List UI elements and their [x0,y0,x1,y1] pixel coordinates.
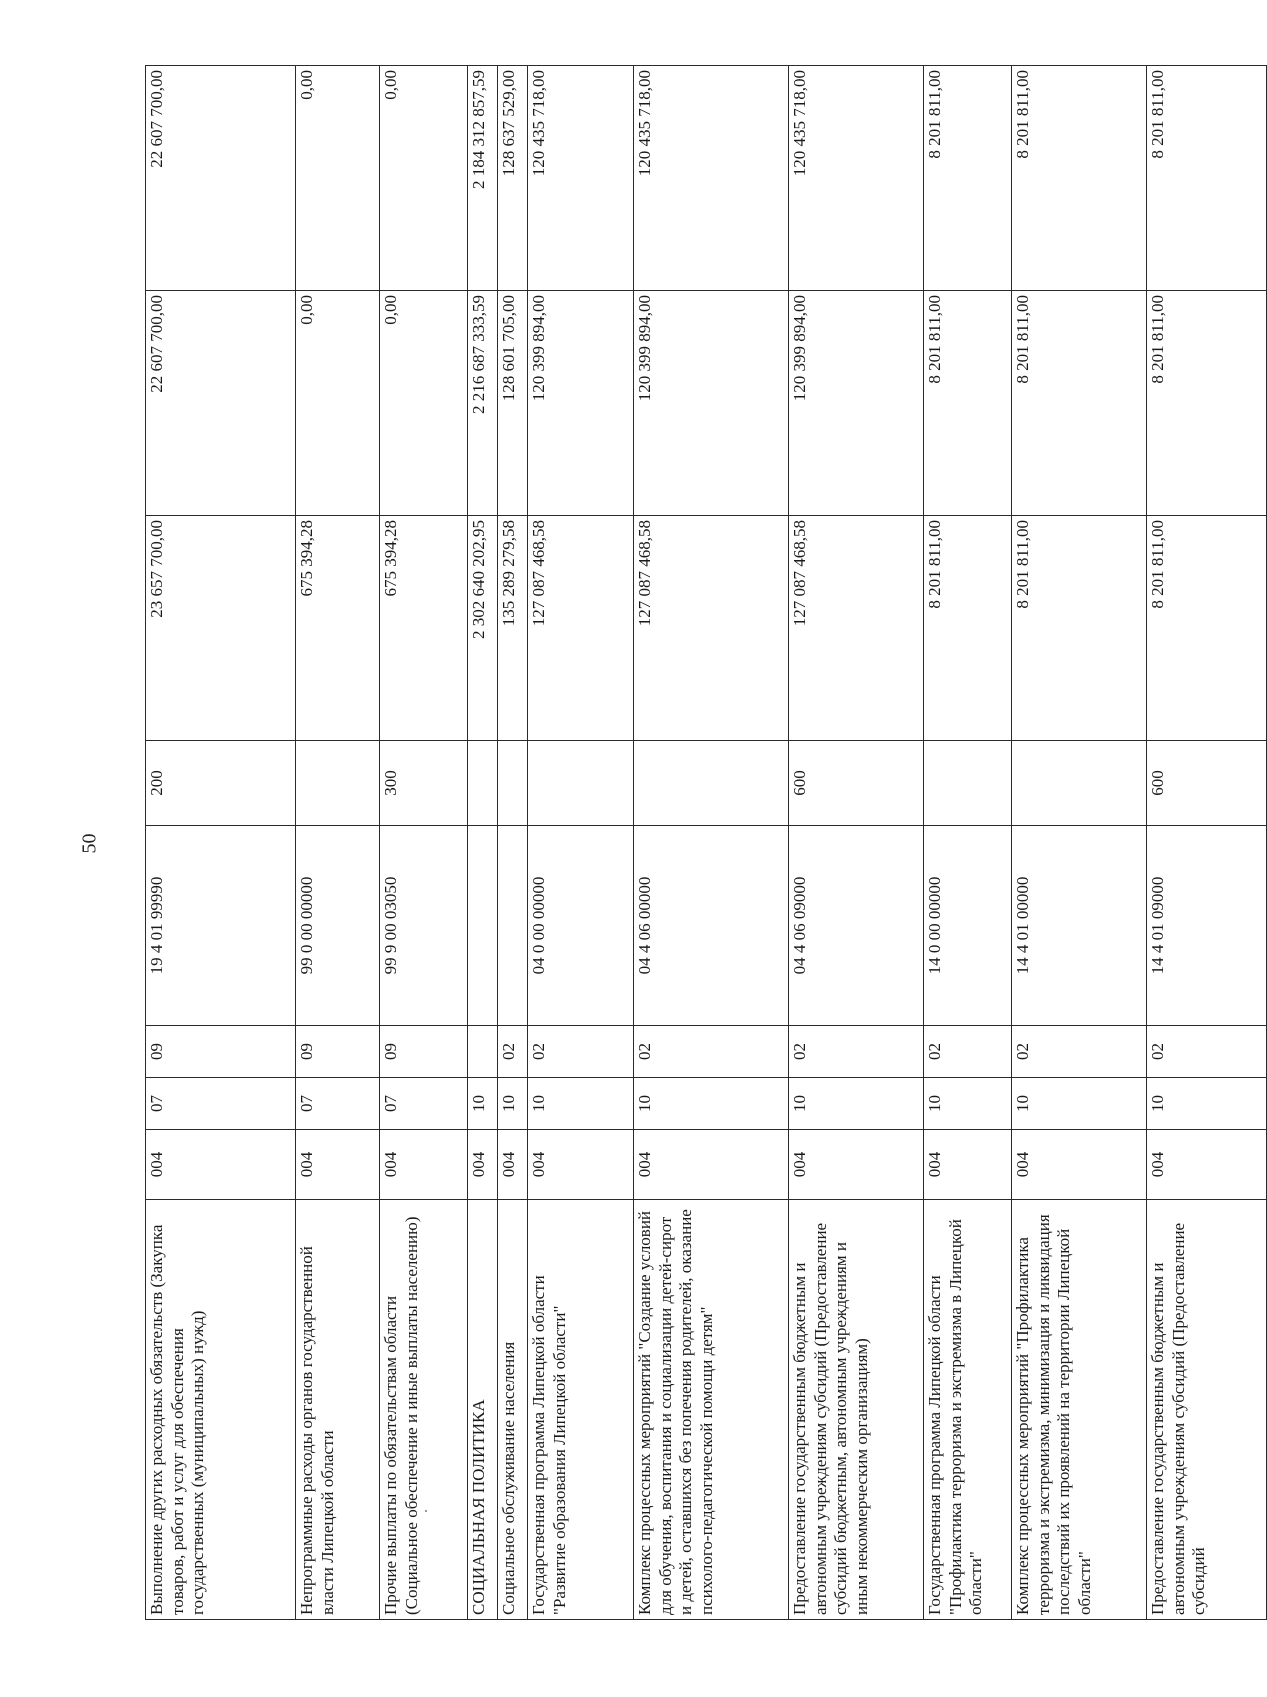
amount-year1-cell: 23 657 700,00 [146,516,296,741]
target-article-cell: 19 4 01 99990 [146,826,296,1026]
section-code-cell: 10 [498,1078,528,1130]
amount-year1-cell: 135 289 279,58 [498,516,528,741]
section-code-cell: 10 [634,1078,789,1130]
expense-type-cell [468,741,498,826]
amount-year2-cell: 120 399 894,00 [528,291,634,516]
subsection-code-cell: 02 [1147,1026,1267,1078]
expense-type-cell [296,741,380,826]
expense-type-cell: 200 [146,741,296,826]
budget-table [145,65,1267,1620]
amount-year1-cell: 127 087 468,58 [528,516,634,741]
amount-year3-cell: 0,00 [296,66,380,291]
amount-year3-cell: 8 201 811,00 [1147,66,1267,291]
target-article-cell: 99 0 00 00000 [296,826,380,1026]
ved-code-cell: 004 [528,1130,634,1200]
table-row [296,66,380,1620]
table-body [146,66,1267,1620]
section-code-cell: 10 [528,1078,634,1130]
table-row [146,66,296,1620]
amount-year2-cell: 2 216 687 333,59 [468,291,498,516]
subsection-code-cell: 02 [789,1026,924,1078]
row-name-cell: Государственная программа Липецкой области "Развитие образования Липецкой области" [528,1200,634,1620]
amount-year3-cell: 0,00 [380,66,468,291]
section-code-cell: 10 [468,1078,498,1130]
row-name-cell: Комплекс процессных мероприятий "Создание условий для обучения, воспитания и социализации детей-сирот и детей, оставшихся без попечения родителей, оказание психолого-педагогической помощи детям" [634,1200,789,1620]
amount-year3-cell: 120 435 718,00 [789,66,924,291]
amount-year3-cell: 22 607 700,00 [146,66,296,291]
table-row [1012,66,1147,1620]
subsection-code-cell [468,1026,498,1078]
target-article-cell: 99 9 00 03050 [380,826,468,1026]
amount-year1-cell: 127 087 468,58 [634,516,789,741]
subsection-code-cell: 09 [146,1026,296,1078]
table-row [789,66,924,1620]
ved-code-cell: 004 [1147,1130,1267,1200]
ved-code-cell: 004 [924,1130,1012,1200]
row-name-cell: Социальное обслуживание населения [498,1200,528,1620]
subsection-code-cell: 02 [924,1026,1012,1078]
amount-year2-cell: 8 201 811,00 [924,291,1012,516]
amount-year3-cell: 2 184 312 857,59 [468,66,498,291]
subsection-code-cell: 09 [296,1026,380,1078]
table-row [634,66,789,1620]
budget-table-container [145,65,1209,1620]
subsection-code-cell: 09 [380,1026,468,1078]
amount-year1-cell: 675 394,28 [380,516,468,741]
target-article-cell [498,826,528,1026]
row-name-cell: Предоставление государственным бюджетным и автономным учреждениям субсидий (Предоставление субсидий бюджетным, автономным учреждениям и иным некоммерческим организациям) [789,1200,924,1620]
amount-year3-cell: 120 435 718,00 [634,66,789,291]
section-code-cell: 07 [380,1078,468,1130]
amount-year3-cell: 120 435 718,00 [528,66,634,291]
subsection-code-cell: 02 [528,1026,634,1078]
amount-year2-cell: 8 201 811,00 [1012,291,1147,516]
amount-year2-cell: 128 601 705,00 [498,291,528,516]
ved-code-cell: 004 [789,1130,924,1200]
row-name-cell: Предоставление государственным бюджетным и автономным учреждениям субсидий (Предоставление субсидий [1147,1200,1267,1620]
amount-year3-cell: 8 201 811,00 [1012,66,1147,291]
section-code-cell: 07 [146,1078,296,1130]
expense-type-cell [924,741,1012,826]
row-name-cell: Государственная программа Липецкой области "Профилактика терроризма и экстремизма в Липецкой области" [924,1200,1012,1620]
amount-year1-cell: 2 302 640 202,95 [468,516,498,741]
amount-year3-cell: 8 201 811,00 [924,66,1012,291]
amount-year3-cell: 128 637 529,00 [498,66,528,291]
table-row [528,66,634,1620]
ved-code-cell: 004 [296,1130,380,1200]
ved-code-cell: 004 [468,1130,498,1200]
expense-type-cell: 600 [789,741,924,826]
expense-type-cell: 300 [380,741,468,826]
target-article-cell: 14 0 00 00000 [924,826,1012,1026]
row-name-cell: Выполнение других расходных обязательств (Закупка товаров, работ и услуг для обеспечения государственных (муниципальных) нужд) [146,1200,296,1620]
subsection-code-cell: 02 [1012,1026,1147,1078]
table-row [498,66,528,1620]
target-article-cell: 04 4 06 00000 [634,826,789,1026]
section-code-cell: 10 [1012,1078,1147,1130]
section-code-cell: 10 [924,1078,1012,1130]
amount-year2-cell: 8 201 811,00 [1147,291,1267,516]
amount-year1-cell: 8 201 811,00 [1147,516,1267,741]
table-row [924,66,1012,1620]
row-name-cell: Непрограммные расходы органов государственной власти Липецкой области [296,1200,380,1620]
table-row [468,66,498,1620]
row-name-cell: СОЦИАЛЬНАЯ ПОЛИТИКА [468,1200,498,1620]
amount-year1-cell: 8 201 811,00 [924,516,1012,741]
page-number: 50 [78,833,101,854]
expense-type-cell: 600 [1147,741,1267,826]
ved-code-cell: 004 [498,1130,528,1200]
expense-type-cell [1012,741,1147,826]
amount-year2-cell: 0,00 [296,291,380,516]
amount-year2-cell: 0,00 [380,291,468,516]
row-name-cell: Комплекс процессных мероприятий "Профилактика терроризма и экстремизма, минимизация и ликвидация последствий их проявлений на территории Липецкой области" [1012,1200,1147,1620]
section-code-cell: 10 [1147,1078,1267,1130]
ved-code-cell: 004 [634,1130,789,1200]
scan-speck [425,1510,427,1512]
target-article-cell [468,826,498,1026]
section-code-cell: 07 [296,1078,380,1130]
expense-type-cell [498,741,528,826]
amount-year2-cell: 120 399 894,00 [634,291,789,516]
ved-code-cell: 004 [146,1130,296,1200]
section-code-cell: 10 [789,1078,924,1130]
table-row [1147,66,1267,1620]
row-name-cell: Прочие выплаты по обязательствам области (Социальное обеспечение и иные выплаты населению) [380,1200,468,1620]
amount-year2-cell: 120 399 894,00 [789,291,924,516]
ved-code-cell: 004 [1012,1130,1147,1200]
amount-year1-cell: 675 394,28 [296,516,380,741]
amount-year1-cell: 8 201 811,00 [1012,516,1147,741]
target-article-cell: 04 4 06 09000 [789,826,924,1026]
amount-year2-cell: 22 607 700,00 [146,291,296,516]
ved-code-cell: 004 [380,1130,468,1200]
amount-year1-cell: 127 087 468,58 [789,516,924,741]
expense-type-cell [528,741,634,826]
target-article-cell: 14 4 01 00000 [1012,826,1147,1026]
subsection-code-cell: 02 [634,1026,789,1078]
target-article-cell: 04 0 00 00000 [528,826,634,1026]
subsection-code-cell: 02 [498,1026,528,1078]
target-article-cell: 14 4 01 09000 [1147,826,1267,1026]
expense-type-cell [634,741,789,826]
table-row [380,66,468,1620]
